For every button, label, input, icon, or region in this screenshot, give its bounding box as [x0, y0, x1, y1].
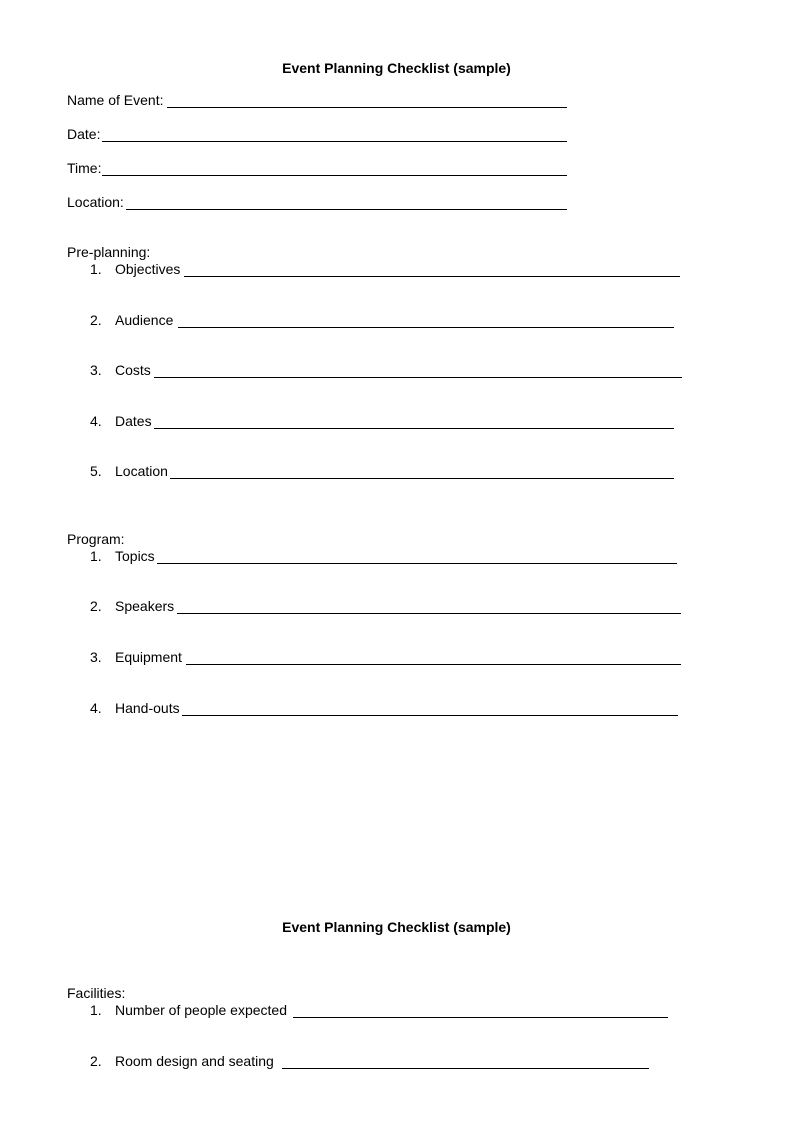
- list-item-number: 1.: [90, 1002, 102, 1018]
- field-name-of-event[interactable]: [67, 92, 567, 108]
- list-item-label: Audience: [115, 312, 174, 328]
- list-item-label: Objectives: [115, 261, 181, 277]
- section-heading-preplanning: Pre-planning:: [67, 244, 151, 260]
- field-label: Time:: [67, 160, 102, 176]
- list-item-number: 4.: [90, 413, 102, 429]
- fill-line[interactable]: [154, 377, 682, 378]
- fill-line: [167, 107, 567, 108]
- field-date[interactable]: [67, 126, 100, 142]
- list-item-number: 2.: [90, 1053, 102, 1069]
- field-time[interactable]: [67, 160, 101, 176]
- list-item-label: Room design and seating: [115, 1053, 274, 1069]
- list-item-label: Hand-outs: [115, 700, 180, 716]
- list-item-number: 4.: [90, 700, 102, 716]
- fill-line[interactable]: [154, 428, 674, 429]
- list-item-number: 3.: [90, 649, 102, 665]
- page-title: Event Planning Checklist (sample): [282, 919, 511, 935]
- list-item-number: 3.: [90, 362, 102, 378]
- list-item-number: 1.: [90, 261, 102, 277]
- fill-line[interactable]: [177, 613, 681, 614]
- list-item-label: Topics: [115, 548, 155, 564]
- list-item-label: Speakers: [115, 598, 175, 614]
- list-item-label: Equipment: [115, 649, 182, 665]
- list-item-label: Costs: [115, 362, 151, 378]
- section-heading-facilities: Facilities:: [67, 985, 126, 1001]
- list-item-label: Location: [115, 463, 168, 479]
- fill-line[interactable]: [182, 715, 678, 716]
- field-label: Name of Event:: [67, 92, 164, 108]
- list-item-label: Number of people expected: [115, 1002, 287, 1018]
- fill-line[interactable]: [186, 664, 681, 665]
- fill-line: [126, 209, 567, 210]
- fill-line[interactable]: [184, 276, 680, 277]
- section-heading-program: Program:: [67, 531, 125, 547]
- fill-line: [102, 141, 567, 142]
- list-item-number: 2.: [90, 312, 102, 328]
- page-title: Event Planning Checklist (sample): [282, 60, 511, 76]
- fill-line[interactable]: [170, 478, 674, 479]
- list-item-number: 2.: [90, 598, 102, 614]
- fill-line[interactable]: [282, 1068, 649, 1069]
- fill-line: [102, 175, 567, 176]
- list-item-number: 1.: [90, 548, 102, 564]
- field-location[interactable]: [67, 194, 124, 210]
- fill-line[interactable]: [157, 563, 677, 564]
- fill-line[interactable]: [178, 327, 674, 328]
- list-item-number: 5.: [90, 463, 102, 479]
- fill-line[interactable]: [293, 1017, 668, 1018]
- field-label: Date:: [67, 126, 101, 142]
- field-label: Location:: [67, 194, 124, 210]
- list-item-label: Dates: [115, 413, 152, 429]
